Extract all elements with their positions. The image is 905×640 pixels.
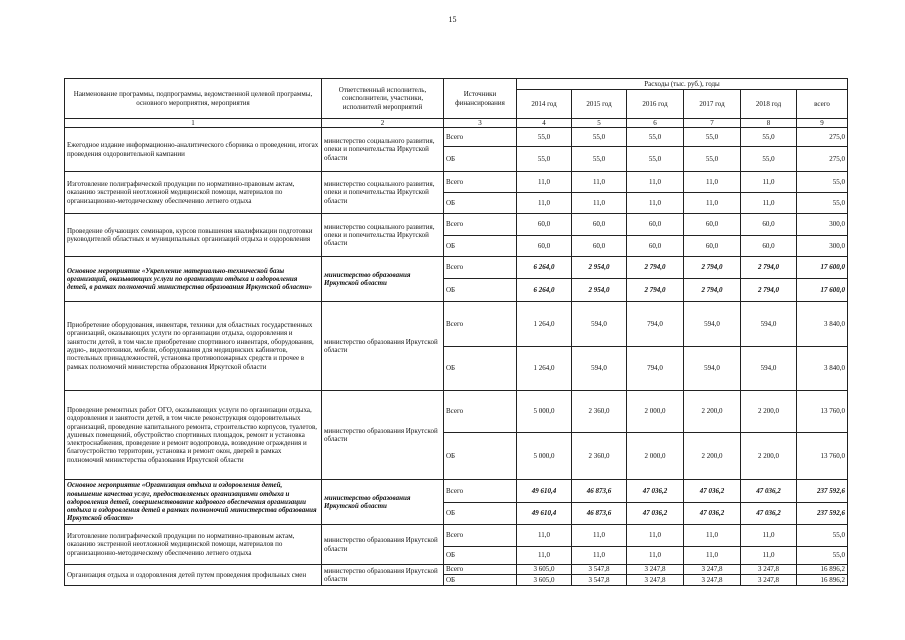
year-value: 60,0 bbox=[517, 214, 572, 236]
year-value: 46 873,6 bbox=[572, 503, 627, 525]
year-value: 11,0 bbox=[627, 525, 684, 547]
year-value: 49 610,4 bbox=[517, 503, 572, 525]
year-value: 60,0 bbox=[517, 236, 572, 257]
year-value: 47 036,2 bbox=[684, 503, 741, 525]
year-value: 3 605,0 bbox=[517, 565, 572, 575]
funding-source: Всего bbox=[444, 172, 517, 193]
year-value: 3 247,8 bbox=[684, 575, 741, 586]
table-row bbox=[65, 257, 848, 279]
year-value: 11,0 bbox=[684, 525, 741, 547]
executor: министерство образования Иркутской области bbox=[322, 257, 444, 302]
year-value: 2 200,0 bbox=[684, 433, 741, 480]
executor: министерство образования Иркутской области bbox=[322, 525, 444, 565]
year-value: 594,0 bbox=[572, 302, 627, 347]
year-value: 594,0 bbox=[684, 302, 741, 347]
table-row bbox=[65, 565, 848, 575]
total-value: 55,0 bbox=[797, 172, 848, 193]
total-value: 55,0 bbox=[797, 525, 848, 547]
year-value: 794,0 bbox=[627, 302, 684, 347]
executor: министерство образования Иркутской области bbox=[322, 391, 444, 480]
total-value: 16 896,2 bbox=[797, 565, 848, 575]
year-value: 55,0 bbox=[684, 128, 741, 147]
executor: министерство образования Иркутской области bbox=[322, 302, 444, 391]
year-value: 55,0 bbox=[741, 128, 797, 147]
year-value: 60,0 bbox=[684, 214, 741, 236]
table-row bbox=[65, 480, 848, 503]
year-value: 60,0 bbox=[627, 214, 684, 236]
year-value: 11,0 bbox=[627, 547, 684, 565]
year-value: 11,0 bbox=[517, 525, 572, 547]
year-value: 594,0 bbox=[741, 302, 797, 347]
year-value: 3 247,8 bbox=[627, 575, 684, 586]
year-value: 2 200,0 bbox=[741, 391, 797, 433]
header-executor: Ответственный исполнитель, соисполнители, участники, исполнителй мероприятий bbox=[322, 79, 444, 119]
column-number: 5 bbox=[572, 119, 627, 128]
funding-source: ОБ bbox=[444, 236, 517, 257]
year-value: 55,0 bbox=[627, 128, 684, 147]
activity-name: Основное мероприятие «Укрепление материально-технической базы организаций, оказывающих услуги по организации отдыха и оздоровления детей, в рамках полномочий министерства образования Иркутской области» bbox=[65, 257, 322, 302]
funding-source: Всего bbox=[444, 128, 517, 147]
year-value: 6 264,0 bbox=[517, 279, 572, 302]
year-value: 11,0 bbox=[741, 172, 797, 193]
year-value: 3 247,8 bbox=[741, 565, 797, 575]
year-value: 2 794,0 bbox=[684, 279, 741, 302]
funding-source: Всего bbox=[444, 214, 517, 236]
funding-source: ОБ bbox=[444, 575, 517, 586]
table-row bbox=[65, 525, 848, 547]
year-value: 2 954,0 bbox=[572, 257, 627, 279]
year-value: 11,0 bbox=[517, 547, 572, 565]
column-number: 9 bbox=[797, 119, 848, 128]
year-value: 11,0 bbox=[572, 547, 627, 565]
activity-name: Проведение обучающих семинаров, курсов повышения квалификации подготовки руководителей областных и муниципальных организаций отдыха и оздоровления bbox=[65, 214, 322, 257]
year-value: 11,0 bbox=[741, 525, 797, 547]
funding-source: Всего bbox=[444, 257, 517, 279]
header-year: 2018 год bbox=[741, 90, 797, 119]
year-value: 55,0 bbox=[517, 147, 572, 172]
total-value: 17 600,0 bbox=[797, 279, 848, 302]
year-value: 55,0 bbox=[627, 147, 684, 172]
year-value: 3 547,8 bbox=[572, 565, 627, 575]
activity-name: Изготовление полиграфической продукции по нормативно-правовым актам, оказанию экстренной неотложной медицинской помощи, материалов по организационно-методическому обеспечению летнего отдыха bbox=[65, 172, 322, 214]
table-row bbox=[65, 391, 848, 433]
year-value: 3 247,8 bbox=[741, 575, 797, 586]
year-value: 3 605,0 bbox=[517, 575, 572, 586]
funding-source: ОБ bbox=[444, 147, 517, 172]
executor: министерство социального развития, опеки и попечительства Иркутской области bbox=[322, 128, 444, 172]
funding-source: Всего bbox=[444, 480, 517, 503]
total-value: 55,0 bbox=[797, 193, 848, 214]
column-number: 6 bbox=[627, 119, 684, 128]
year-value: 2 794,0 bbox=[684, 257, 741, 279]
header-total: всего bbox=[797, 90, 848, 119]
executor: министерство образования Иркутской области bbox=[322, 565, 444, 586]
year-value: 60,0 bbox=[741, 236, 797, 257]
table-row bbox=[65, 128, 848, 147]
year-value: 60,0 bbox=[572, 214, 627, 236]
total-value: 16 896,2 bbox=[797, 575, 848, 586]
header-year: 2016 год bbox=[627, 90, 684, 119]
year-value: 3 547,8 bbox=[572, 575, 627, 586]
column-number: 4 bbox=[517, 119, 572, 128]
year-value: 794,0 bbox=[627, 347, 684, 391]
column-number: 8 bbox=[741, 119, 797, 128]
total-value: 55,0 bbox=[797, 547, 848, 565]
header-name: Наименование программы, подпрограммы, ведомственной целевой программы, основного мероприятия, мероприятия bbox=[65, 79, 322, 119]
year-value: 11,0 bbox=[572, 193, 627, 214]
header-year: 2017 год bbox=[684, 90, 741, 119]
year-value: 55,0 bbox=[684, 147, 741, 172]
funding-source: ОБ bbox=[444, 433, 517, 480]
year-value: 3 247,8 bbox=[684, 565, 741, 575]
funding-source: Всего bbox=[444, 525, 517, 547]
year-value: 6 264,0 bbox=[517, 257, 572, 279]
year-value: 11,0 bbox=[572, 172, 627, 193]
column-number: 3 bbox=[444, 119, 517, 128]
year-value: 594,0 bbox=[572, 347, 627, 391]
year-value: 60,0 bbox=[684, 236, 741, 257]
activity-name: Изготовление полиграфической продукции по нормативно-правовым актам, оказанию экстренной неотложной медицинской помощи, материалов по организационно-методическому обеспечению летнего отдыха bbox=[65, 525, 322, 565]
year-value: 2 200,0 bbox=[684, 391, 741, 433]
executor: министерство образования Иркутской области bbox=[322, 480, 444, 525]
year-value: 2 794,0 bbox=[741, 257, 797, 279]
year-value: 60,0 bbox=[627, 236, 684, 257]
year-value: 2 794,0 bbox=[741, 279, 797, 302]
year-value: 11,0 bbox=[741, 193, 797, 214]
year-value: 11,0 bbox=[684, 193, 741, 214]
table-row bbox=[65, 214, 848, 236]
total-value: 237 592,6 bbox=[797, 503, 848, 525]
activity-name: Основное мероприятие «Организация отдыха и оздоровления детей, повышение качества услуг, предоставляемых организациями отдыха и оздоровления детей, совершенствование кадрового обеспечения организации отдыха и оздоровления детей в рамках полномочий министерства образования Иркутской области» bbox=[65, 480, 322, 525]
year-value: 594,0 bbox=[684, 347, 741, 391]
year-value: 60,0 bbox=[572, 236, 627, 257]
funding-source: Всего bbox=[444, 391, 517, 433]
total-value: 275,0 bbox=[797, 128, 848, 147]
year-value: 47 036,2 bbox=[627, 503, 684, 525]
year-value: 5 000,0 bbox=[517, 433, 572, 480]
total-value: 3 840,0 bbox=[797, 302, 848, 347]
year-value: 2 794,0 bbox=[627, 257, 684, 279]
year-value: 1 264,0 bbox=[517, 347, 572, 391]
table-row bbox=[65, 302, 848, 347]
year-value: 11,0 bbox=[684, 172, 741, 193]
year-value: 11,0 bbox=[741, 547, 797, 565]
year-value: 47 036,2 bbox=[684, 480, 741, 503]
funding-source: Всего bbox=[444, 565, 517, 575]
header-source: Источники финансирования bbox=[444, 79, 517, 119]
header-year: 2014 год bbox=[517, 90, 572, 119]
activity-name: Организация отдыха и оздоровления детей путем проведения профильных смен bbox=[65, 565, 322, 586]
header-expenses: Расходы (тыс. руб.), годы bbox=[517, 79, 848, 90]
year-value: 11,0 bbox=[627, 193, 684, 214]
total-value: 17 600,0 bbox=[797, 257, 848, 279]
year-value: 60,0 bbox=[741, 214, 797, 236]
table-row bbox=[65, 172, 848, 193]
year-value: 2 000,0 bbox=[627, 391, 684, 433]
expenses-table bbox=[64, 78, 848, 586]
total-value: 275,0 bbox=[797, 147, 848, 172]
activity-name: Проведение ремонтных работ ОГО, оказывающих услуги по организации отдыха, оздоровления и занятости детей, в том числе реконструкция оздоровительных организаций, проведение капитального ремонта, строительство корпусов, туалетов, душевых помещений, обустройство спортивных площадок, ремонт и установка электроснабжения, проведение и ремонт водопровода, возведение ограждения и благоустройство территории, установка и ремонт окон, дверей в рамках полномочий министерства образования Иркутской области bbox=[65, 391, 322, 480]
total-value: 3 840,0 bbox=[797, 347, 848, 391]
year-value: 11,0 bbox=[517, 193, 572, 214]
year-value: 5 000,0 bbox=[517, 391, 572, 433]
year-value: 2 000,0 bbox=[627, 433, 684, 480]
year-value: 2 200,0 bbox=[741, 433, 797, 480]
total-value: 13 760,0 bbox=[797, 391, 848, 433]
table-body bbox=[65, 128, 848, 586]
year-value: 47 036,2 bbox=[741, 503, 797, 525]
total-value: 300,0 bbox=[797, 214, 848, 236]
funding-source: ОБ bbox=[444, 279, 517, 302]
activity-name: Ежегодное издание информационно-аналитического сборника о проведении, итогах проведения оздоровительной кампании bbox=[65, 128, 322, 172]
year-value: 11,0 bbox=[572, 525, 627, 547]
year-value: 55,0 bbox=[572, 128, 627, 147]
year-value: 2 954,0 bbox=[572, 279, 627, 302]
total-value: 237 592,6 bbox=[797, 480, 848, 503]
total-value: 300,0 bbox=[797, 236, 848, 257]
funding-source: ОБ bbox=[444, 547, 517, 565]
header-year: 2015 год bbox=[572, 90, 627, 119]
total-value: 13 760,0 bbox=[797, 433, 848, 480]
year-value: 55,0 bbox=[572, 147, 627, 172]
year-value: 49 610,4 bbox=[517, 480, 572, 503]
year-value: 594,0 bbox=[741, 347, 797, 391]
year-value: 55,0 bbox=[517, 128, 572, 147]
year-value: 2 360,0 bbox=[572, 433, 627, 480]
year-value: 11,0 bbox=[517, 172, 572, 193]
year-value: 2 360,0 bbox=[572, 391, 627, 433]
funding-source: ОБ bbox=[444, 193, 517, 214]
year-value: 47 036,2 bbox=[741, 480, 797, 503]
page-number: 15 bbox=[448, 15, 457, 24]
column-number: 1 bbox=[65, 119, 322, 128]
year-value: 11,0 bbox=[627, 172, 684, 193]
year-value: 46 873,6 bbox=[572, 480, 627, 503]
executor: министерство социального развития, опеки и попечительства Иркутской области bbox=[322, 214, 444, 257]
year-value: 11,0 bbox=[684, 547, 741, 565]
executor: министерство социального развития, опеки и попечительства Иркутской области bbox=[322, 172, 444, 214]
year-value: 3 247,8 bbox=[627, 565, 684, 575]
year-value: 47 036,2 bbox=[627, 480, 684, 503]
funding-source: ОБ bbox=[444, 503, 517, 525]
funding-source: ОБ bbox=[444, 347, 517, 391]
year-value: 55,0 bbox=[741, 147, 797, 172]
year-value: 1 264,0 bbox=[517, 302, 572, 347]
year-value: 2 794,0 bbox=[627, 279, 684, 302]
column-number: 7 bbox=[684, 119, 741, 128]
column-number: 2 bbox=[322, 119, 444, 128]
activity-name: Приобретение оборудования, инвентаря, техники для областных государственных организаций, оказывающих услуги по организации отдыха, оздоровления и занятости детей, в том числе приобретение спортивного инвентаря, оборудования, аудио-, видеотехники, мебели, оборудования для медицинских кабинетов, постельных принадлежностей, установка противопожарных средств и прочее в рамках полномочий министерства образования Иркутской области bbox=[65, 302, 322, 391]
funding-source: Всего bbox=[444, 302, 517, 347]
